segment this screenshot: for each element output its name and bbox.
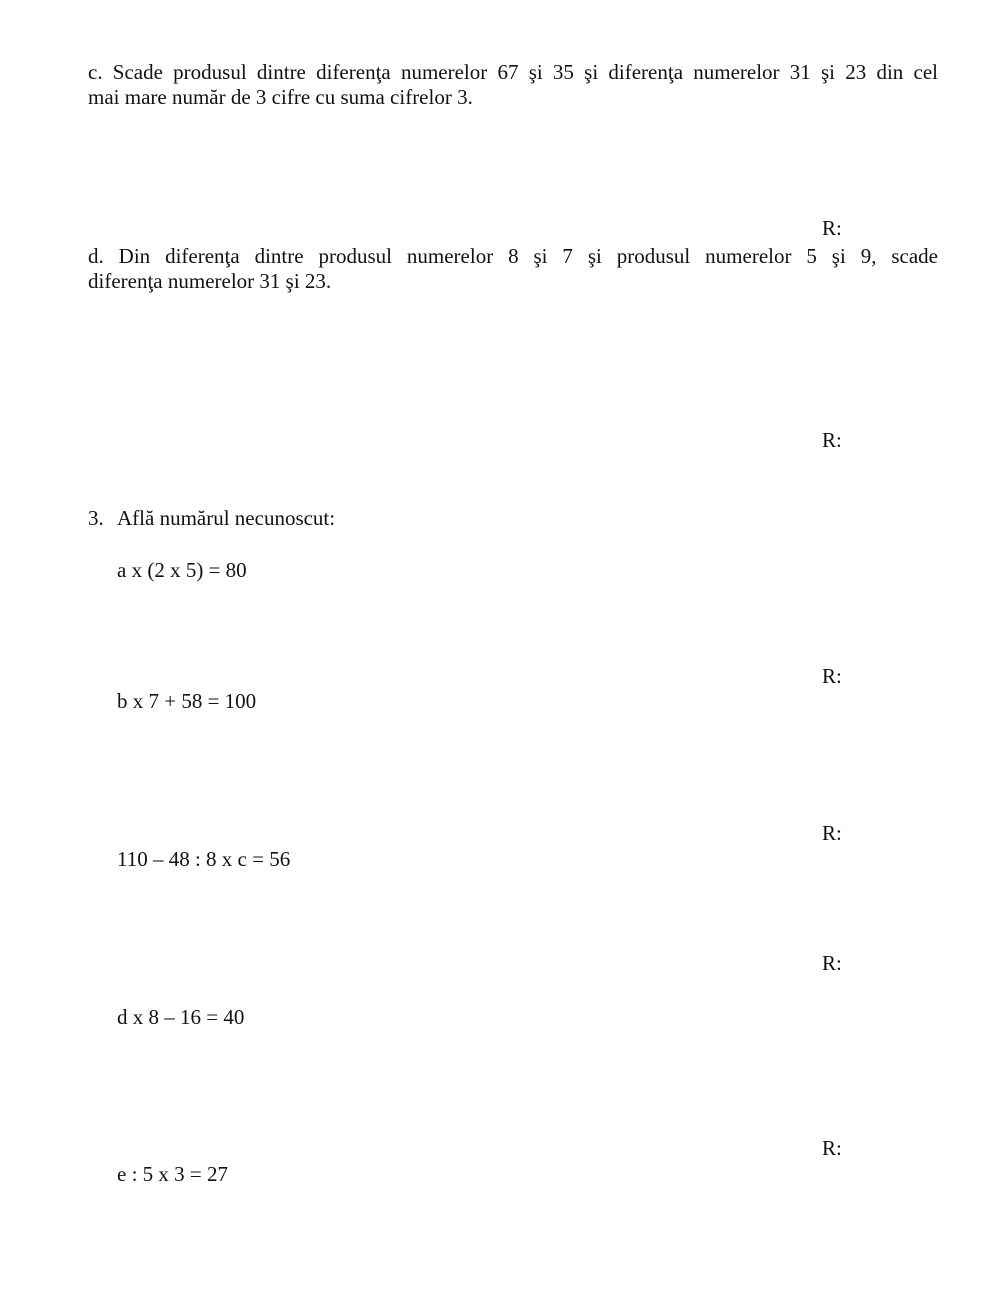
exercise-3-heading [88, 506, 335, 531]
problem-c-line-1: c. Scade produsul dintre diferenţa numerelor 67 şi 35 şi diferenţa numerelor 31 şi 23 din cel [88, 60, 938, 84]
equation-a-answer-label: R: [822, 664, 842, 688]
equation-b: b x 7 + 58 = 100 [117, 689, 257, 713]
equation-c: 110 – 48 : 8 x c = 56 [117, 847, 291, 871]
problem-d-line-2: diferenţa numerelor 31 şi 23. [88, 269, 332, 293]
equation-a: a x (2 x 5) = 80 [117, 558, 247, 582]
problem-c-answer-label: R: [822, 216, 842, 240]
equation-c-answer-label: R: [822, 951, 842, 975]
equation-d-answer-label: R: [822, 1136, 842, 1160]
equation-d: d x 8 – 16 = 40 [117, 1005, 245, 1029]
exercise-3-number: 3. [88, 506, 104, 530]
problem-c-text [88, 60, 938, 110]
problem-d-line-1: d. Din diferenţa dintre produsul numerelor 8 şi 7 şi produsul numerelor 5 şi 9, scade [88, 244, 938, 268]
equation-e: e : 5 x 3 = 27 [117, 1162, 228, 1186]
equation-b-answer-label: R: [822, 821, 842, 845]
problem-d-text [88, 244, 938, 294]
problem-d-answer-label: R: [822, 428, 842, 452]
problem-c-line-2: mai mare număr de 3 cifre cu suma cifrelor 3. [88, 85, 473, 109]
exercise-3-title: Află numărul necunoscut: [117, 506, 336, 530]
